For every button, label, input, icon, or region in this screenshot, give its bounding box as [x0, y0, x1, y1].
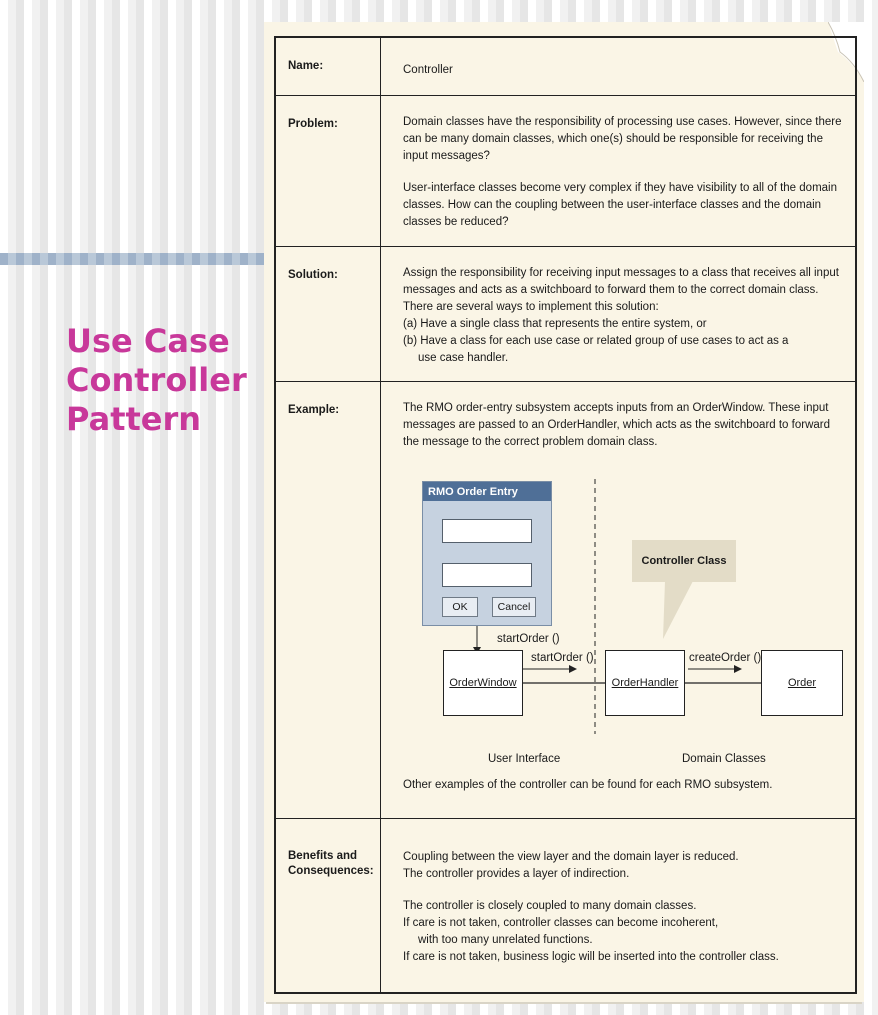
order-class [761, 650, 843, 716]
order-handler-name: OrderHandler [611, 676, 679, 689]
slide-title [66, 322, 247, 439]
title-line-3: Pattern [66, 400, 202, 438]
consequence-line-2-cont: with too many unrelated functions. [418, 933, 593, 946]
callout-pointer [663, 581, 693, 639]
order-field-2[interactable] [442, 563, 532, 587]
example-outro: Other examples of the controller can be found for each RMO subsystem. [403, 778, 773, 791]
consequence-line-3: If care is not taken, business logic will be inserted into the controller class. [403, 950, 779, 963]
order-window-name: OrderWindow [449, 676, 517, 689]
row-solution [275, 246, 856, 381]
consequence-line-2: If care is not taken, controller classes can become incoherent, [403, 916, 719, 929]
order-field-1[interactable] [442, 519, 532, 543]
problem-label: Problem: [275, 95, 381, 246]
solution-option-b: (b) Have a class for each use case or related group of use cases to act as a [403, 334, 789, 347]
solution-label: Solution: [275, 246, 381, 381]
order-window-class [443, 650, 523, 716]
problem-para-1: Domain classes have the responsibility of processing use cases. However, since there can be many domain classes, which one(s) should be responsible for receiving the input messages? [403, 115, 842, 162]
user-interface-label: User Interface [488, 752, 561, 765]
rmo-order-entry-window [422, 481, 552, 626]
controller-diagram [403, 469, 843, 769]
benefits-content [381, 818, 857, 993]
benefits-label [275, 818, 381, 993]
ok-button[interactable]: OK [442, 597, 478, 617]
example-intro: The RMO order-entry subsystem accepts inputs from an OrderWindow. These input messages are passed to an OrderHandler, which acts as the switchboard to forward the message to the correct problem domain class. [403, 401, 830, 448]
domain-classes-label: Domain Classes [682, 752, 766, 765]
create-order-label: createOrder () [689, 651, 762, 664]
row-name [275, 37, 856, 95]
title-line-2: Controller [66, 361, 247, 399]
benefit-line-1: Coupling between the view layer and the domain layer is reduced. [403, 850, 739, 863]
problem-content [381, 95, 857, 246]
name-value: Controller [381, 37, 857, 95]
row-benefits [275, 818, 856, 993]
solution-option-a: (a) Have a single class that represents the entire system, or [403, 317, 707, 330]
start-order-label-2: startOrder () [531, 651, 594, 664]
name-label: Name: [275, 37, 381, 95]
solution-option-b-cont: use case handler. [418, 351, 509, 364]
order-handler-class [605, 650, 685, 716]
solution-intro: Assign the responsibility for receiving input messages to a class that receives all input messages and acts as a switchboard to forward them to the correct domain class. There are several ways to implement this solution: [403, 266, 839, 313]
start-order-label-1: startOrder () [497, 632, 560, 645]
title-line-1: Use Case [66, 322, 230, 360]
benefit-line-2: The controller provides a layer of indirection. [403, 867, 630, 880]
row-example [275, 381, 856, 818]
pattern-table [274, 36, 857, 994]
benefits-label-line-1: Benefits and [288, 849, 358, 862]
controller-class-callout: Controller Class [632, 540, 736, 582]
problem-para-2: User-interface classes become very complex if they have visibility to all of the domain classes. How can the coupling between the user-interface classes and the domain classes be reduced? [403, 181, 837, 228]
solution-content [381, 246, 857, 381]
row-problem [275, 95, 856, 246]
example-label: Example: [275, 381, 381, 818]
order-name: Order [787, 676, 817, 689]
cancel-button[interactable]: Cancel [492, 597, 536, 617]
example-content [381, 381, 857, 818]
window-title: RMO Order Entry [423, 482, 551, 501]
benefits-label-line-2: Consequences: [288, 864, 374, 877]
consequence-line-1: The controller is closely coupled to many domain classes. [403, 899, 697, 912]
decorative-stripe [0, 253, 265, 265]
